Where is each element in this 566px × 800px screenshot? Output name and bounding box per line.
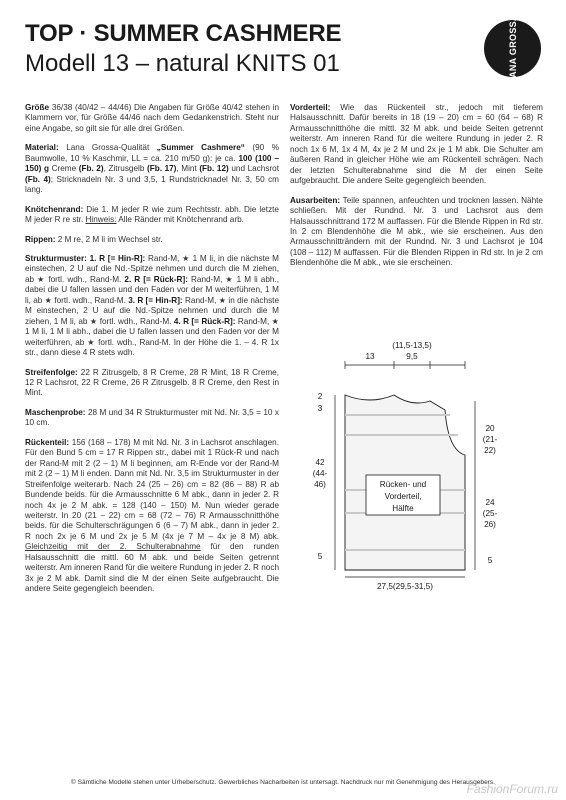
material-text: , Mint	[176, 164, 200, 174]
material-text: und Lachsrot	[228, 164, 279, 174]
material-color: (Fb. 4)	[25, 174, 51, 184]
logo-text: LANA GROSSA	[507, 13, 518, 84]
armhole-label: 20	[485, 424, 495, 433]
side-length-label-alt: 26)	[484, 520, 496, 529]
copyright-footer: © Sämtliche Modelle stehen unter Urheberschutz. Gewerbliches Nacharbeiten ist untersagt. Nachdruck nur mit Genehmigung des Herausgebers.	[70, 779, 496, 786]
row-label: 2. R [= Rück-R]:	[124, 274, 188, 284]
back-width-label: 13	[365, 352, 375, 361]
section-text: 28 M und 34 R Strukturmuster mit Nd. Nr. 3,5 = 10 x 10 cm.	[25, 407, 279, 428]
material-text: (90 % Baumwolle, 10 % Kaschmir, LL = ca. 210 m/50 g): je ca.	[25, 143, 279, 163]
neck-depth-label: 3	[317, 404, 323, 413]
section-text: Rand-M, ★ 1 M li, in die nächste M einstechen, 2 U auf die Nd.-Spitze nehmen und durch die M ziehen, ab ★ fortl. wdh., Rand-M.	[25, 253, 279, 284]
armhole-label-alt: (21-	[482, 435, 498, 444]
section-heading: Ausarbeiten:	[290, 195, 341, 205]
section-text: 36/38 (40/42 – 44/46) Die Angaben für Größe 40/42 stehen in Klammern vor, für Größe 44/46 nach dem Gedankenstrich. Steht nur eine Angabe, so gilt sie für alle drei Größen.	[25, 103, 279, 133]
section-text: Rand-M, ★ 1 M li abh., dabei die U fallen lassen und den Faden vor der M weiterführen, 1 M li, ab ★ fortl. wdh., Rand-M.	[25, 274, 279, 305]
left-column	[25, 103, 279, 604]
label-line-2: Vorderteil,	[384, 492, 422, 501]
length-label-alt: 46)	[314, 480, 326, 489]
section-text: Rand-M, ★ 1 M li, 1 M li abh., dabei die U fallen lassen und den Faden vor der M weiterführen, ab ★ fortl. wdh., Rand-M. In der Höhe die 1. – 4. R 1x str., dann diese 4 R stets wdh.	[25, 316, 279, 358]
section-heading: Maschenprobe:	[25, 407, 86, 417]
length-label-alt: (44-	[312, 469, 328, 478]
material-text: , Zitrusgelb	[103, 164, 147, 174]
section-heading: Streifenfolge:	[25, 367, 78, 377]
shoulder-width-label: 9,5	[406, 352, 418, 361]
section-rippen	[25, 235, 279, 245]
armhole-label-alt: 22)	[484, 446, 496, 455]
row-label: 3. R [= Hin-R]:	[128, 295, 183, 305]
side-length-label-alt: (25-	[482, 509, 498, 518]
watermark: FashionForum.ru	[466, 782, 558, 796]
section-text: für den runden Halsausschnitt die mittl. 60 M abk. und beide Seiten getrennt weiterstr. Am inneren Rand für die weitere Rundung in jeder 2. R noch 3x je 2 M abk. Damit sind die M der einen Seite aufgebraucht. Die andere Seite gegengleich beenden.	[25, 542, 279, 594]
material-amount: 100 (100 – 150) g	[25, 153, 280, 174]
material-color: (Fb. 2)	[78, 164, 104, 174]
brand-logo	[484, 13, 541, 84]
rib-height-label: 5	[487, 556, 493, 565]
row-label: 1. R [= Hin-R]:	[86, 253, 146, 263]
material-yarn: „Summer Cashmere“	[156, 143, 245, 153]
section-heading: Material:	[25, 143, 59, 153]
section-heading: Strukturmuster:	[25, 253, 87, 263]
section-maschenprobe	[25, 408, 279, 429]
width-label: 27,5(29,5-31,5)	[377, 582, 433, 591]
rib-height-label: 5	[317, 552, 323, 561]
section-streifenfolge	[25, 368, 279, 399]
material-text: Lana Grossa-Qualität	[58, 143, 157, 153]
section-heading: Größe	[25, 103, 50, 112]
length-label: 42	[315, 458, 325, 467]
row-label: 4. R [= Rück-R]:	[173, 316, 236, 326]
section-heading: Rippen:	[25, 234, 56, 244]
section-rueckenteil	[25, 438, 279, 595]
section-strukturmuster	[25, 254, 279, 359]
section-material	[25, 143, 279, 195]
page-subtitle: Modell 13 – natural KNITS 01	[25, 50, 340, 77]
section-text: 2 M re, 2 M li im Wechsel str.	[55, 234, 163, 244]
label-line-1: Rücken- und	[379, 480, 427, 489]
section-text: Die 1. M jeder R wie zum Rechtsstr. abh. Die letzte M jeder R re str.	[25, 204, 279, 225]
section-heading: Vorderteil:	[290, 103, 331, 112]
section-ausarbeiten	[290, 196, 543, 269]
neck-width-label: (11,5-13,5)	[392, 341, 432, 350]
page-title: TOP · SUMMER CASHMERE	[25, 20, 342, 47]
section-groesse	[25, 103, 279, 134]
section-text: Teile spannen, anfeuchten und trocknen lassen. Nähte schließen. Mit der Rundnd. Nr. 3 und Lachsrot aus dem Halsausschnittrand 172 M auffassen. Für die Blende Rippen in Rd str. In 2 cm Blendenhöhe die M abk., wie sie erscheinen. Aus den Armausschnitträndern mit der Rundnd. Nr. 3 und Lachsrot je 104 (108 – 112) M auffassen. Für die Blenden Rippen in Rd str. In je 2 cm Blendenhöhe die M abk., wie sie erscheinen.	[290, 195, 543, 268]
section-text: Wie das Rückenteil str., jedoch mit tieferem Halsausschnitt. Dafür bereits in 18 (19 – 20) cm = 60 (64 – 68) R Armausschnitthöhe die mittl. 32 M abk. und beide Seiten getrennt weiterstr. Am inneren Rand für die weitere Rundung in jeder 2. R noch 1x 6 M, 1x 4 M, 4x je 2 M und 2x je 1 M abk. Die Schulter am äußeren Rand in gleicher Höhe wie am Rückenteil schrägen. Nach der letzten Schulterabnahme sind die M der einen Seite aufgebraucht. Die andere Seite gegengleich beenden.	[290, 103, 543, 186]
section-vorderteil	[290, 103, 543, 187]
garment-schematic	[290, 335, 540, 595]
section-heading: Rückenteil:	[25, 437, 70, 447]
material-color: (Fb. 12)	[199, 164, 229, 174]
side-length-label: 24	[485, 498, 495, 507]
section-text: Rand-M, ★ in die nächste M einstechen, 2 U auf die Nd.-Spitze nehmen und durch die M ziehen, 1 M li, ab ★ fortl. wdh., Rand-M.	[25, 295, 279, 326]
label-line-3: Hälfte	[392, 504, 414, 513]
section-heading: Knötchenrand:	[25, 204, 84, 214]
hint-label: Hinweis:	[85, 215, 117, 225]
section-text: Alle Ränder mit Knötchenrand arb.	[116, 215, 244, 225]
underlined-note: Gleichzeitig mit der 2. Schulterabnahme	[25, 542, 201, 552]
right-column	[290, 103, 543, 278]
material-text: Creme	[48, 164, 79, 174]
shoulder-slope-label: 2	[317, 392, 323, 401]
section-knoetchenrand	[25, 205, 279, 226]
section-text: 156 (168 – 178) M mit Nd. Nr. 3 in Lachsrot anschlagen. Für den Bund 5 cm = 17 R Rippen str., dabei mit 1 Rück-R und nach der Rand-M mit 2 (2 – 1) M li beginnen, am R-Ende vor der Rand-M mit 2 (2 – 1) M li enden. Dann mit Nd. Nr. 3,5 im Strukturmuster in der Streifenfolge weiterarb. Nach 24 (25 – 26) cm = 82 (86 – 88) R ab Bundende beids. für die Armausschnitte 6 M abk., dann in jeder 2. R noch 4x je 2 M abk. = 128 (140 – 150) M. Nun wieder gerade weiterstr. In 20 (21 – 22) cm = 68 (72 – 76) R Armausschnitthöhe beids. für die Schulterschrägungen 6 (6 – 7) M abk., dann in jeder 2. R noch 2x je 6 M und 2x je 5 M (4x je 7 M – 4x je 8 M) abk.	[25, 437, 279, 541]
section-text: 22 R Zitrusgelb, 8 R Creme, 28 R Mint, 18 R Creme, 12 R Lachsrot, 22 R Creme, 26 R Zitrusgelb. 8 R Creme, den Rest in Mint.	[25, 367, 279, 398]
material-color: (Fb. 17)	[146, 164, 177, 174]
material-text: ; Stricknadeln Nr. 3 und 3,5, 1 Rundstricknadel Nr. 3, 50 cm lang.	[25, 174, 279, 195]
